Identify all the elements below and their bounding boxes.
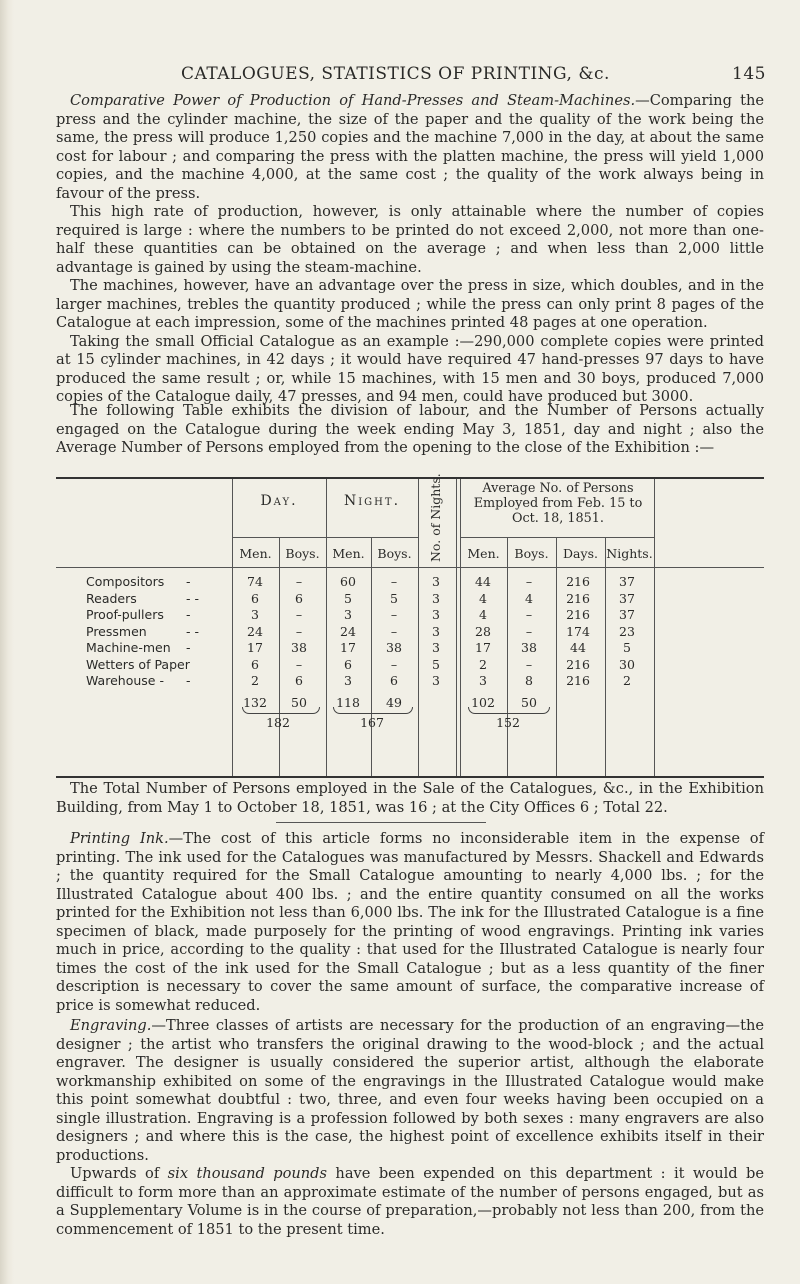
section-divider — [276, 822, 486, 823]
cell-avg-days: 174 — [566, 623, 590, 639]
cell-night-boys: 6 — [390, 673, 398, 688]
cell-night-boys: – — [390, 607, 398, 622]
row-leader-dash: - — [186, 640, 191, 655]
section-engraving — [56, 1017, 764, 1239]
cell-day-men: 6 — [251, 656, 259, 672]
total-avg-boys: 50 — [521, 695, 537, 710]
cell-night-boys: 5 — [390, 590, 398, 606]
cell-avg-boys: 8 — [525, 673, 533, 688]
row-label: Wetters of Paper — [86, 656, 190, 672]
total-note-block — [56, 780, 764, 817]
comparative-power-para-4: Taking the small Official Catalogue as an example :—290,000 complete copies were printed at 15 cylinder machines, in 42 days ; it would have required 47 hand-presses 97 days to have produced the same result ; or, while 15 machines, with 15 men and 30 boys, produced 7,000 copies of the Catalogue daily, 47 presses, and 94 men, could have produced but 3000. — [56, 332, 764, 405]
row-leader-dash: - — [186, 673, 191, 688]
cell-avg-men: 4 — [479, 607, 487, 622]
total-avg-men: 102 — [471, 695, 495, 710]
cell-avg-boys: – — [525, 656, 533, 672]
row-leader-dash: - - — [186, 623, 199, 639]
table-vline — [232, 479, 233, 776]
avg-total-brace — [468, 707, 550, 714]
row-leader-dash: - - — [186, 590, 199, 606]
cell-day-boys: 6 — [295, 590, 303, 606]
night-header: Night. — [343, 493, 401, 509]
table-intro: The following Table exhibits the division of labour, and the Number of Persons actually engaged on the Catalogue during the week ending May 3, 1851, day and night ; also the Average Number of Persons employed from the opening to the close of the Exhibition :— — [56, 402, 764, 456]
engraving-para-2-end: have been expended on this department : it would be difficult to form more than an approximate estimate of the number of persons engaged, but as a Supplementary Volume is in the course of preparation,—probably not less than 200, from the commencement of 1851 to the present time. — [56, 1165, 764, 1238]
cell-day-men: 17 — [247, 640, 263, 655]
cell-avg-boys: 4 — [525, 590, 533, 606]
row-label: Proof-pullers — [86, 607, 164, 622]
nights-count-header: No. of Nights. — [428, 473, 443, 562]
table-vline — [460, 479, 461, 776]
table-intro-block — [56, 402, 764, 458]
book-spine-shadow — [0, 0, 14, 1284]
average-header: Average No. of Persons Employed from Feb. 15 to Oct. 18, 1851. — [473, 481, 643, 526]
subheader-avg-boys: Boys. — [514, 546, 549, 561]
subheader-avg-days: Days. — [563, 546, 598, 561]
table-vline — [605, 538, 606, 776]
table-vline — [456, 479, 457, 776]
row-label: Compositors — [86, 574, 165, 589]
night-total-brace — [333, 707, 413, 714]
table-bottom-rule — [56, 776, 764, 778]
cell-nights: 5 — [432, 656, 440, 672]
running-title: CATALOGUES, STATISTICS OF PRINTING, &c. — [181, 64, 610, 84]
total-day-men: 132 — [243, 695, 267, 710]
subheader-night-men: Men. — [332, 546, 365, 561]
cell-night-men: 17 — [340, 640, 356, 655]
subheader-day-men: Men. — [239, 546, 272, 561]
cell-avg-nights: 37 — [619, 590, 635, 606]
total-night-men: 118 — [336, 695, 360, 710]
day-total-brace — [242, 707, 320, 714]
cell-avg-days: 216 — [566, 590, 590, 606]
cell-night-men: 60 — [340, 574, 356, 589]
grand-total-day: 182 — [266, 715, 290, 730]
cell-night-men: 5 — [344, 590, 352, 606]
cell-day-men: 24 — [247, 623, 263, 639]
table-hline — [232, 537, 418, 538]
section-printing-ink — [56, 830, 764, 1015]
cell-avg-boys: 38 — [521, 640, 537, 655]
cell-avg-nights: 37 — [619, 574, 635, 589]
comparative-power-para-1: —Comparing the press and the cylinder machine, the size of the paper and the quality of the work being the same, the press will produce 1,250 copies and the machine 7,000 in the day, at about the same cost for labour ; and comparing the press with the platten machine, the press will yield 1,000 copies, and the machine 4,000, at the same cost ; the quality of the work always being in favour of the press. — [56, 92, 764, 202]
table-vline — [371, 538, 372, 776]
cell-avg-nights: 5 — [623, 640, 631, 655]
section-comparative-power — [56, 92, 764, 407]
cell-day-men: 6 — [251, 590, 259, 606]
row-label: Warehouse - — [86, 673, 164, 688]
subheader-night-boys: Boys. — [377, 546, 412, 561]
row-label: Readers — [86, 590, 137, 606]
cell-night-boys: – — [390, 656, 398, 672]
cell-avg-men: 17 — [475, 640, 491, 655]
cell-night-men: 3 — [344, 673, 352, 688]
cell-avg-men: 44 — [475, 574, 491, 589]
cell-night-boys: – — [390, 623, 398, 639]
cell-nights: 3 — [432, 590, 440, 606]
page-number: 145 — [732, 64, 766, 84]
cell-nights: 3 — [432, 640, 440, 655]
cell-night-boys: 38 — [386, 640, 402, 655]
table-vline — [654, 479, 655, 776]
cell-day-men: 74 — [247, 574, 263, 589]
cell-avg-days: 44 — [570, 640, 586, 655]
cell-day-boys: 38 — [291, 640, 307, 655]
printing-ink-text: —The cost of this article forms no inconsiderable item in the expense of printing. The ink used for the Catalogues was manufactured by Messrs. Shackell and Edwards ; the quantity required for the Small Catalogue amounting to nearly 4,000 lbs. ; for the Illustrated Catalogue about 400 lbs. ; and the entire quantity consumed on all the works printed for the Exhibition not less than 6,000 lbs. The ink for the Illustrated Catalogue is a fine specimen of black, made purposely for the printing of wood engravings. Printing ink varies much in price, according to the quality : that used for the Illustrated Catalogue is nearly four times the cost of the ink used for the Small Catalogue ; but as a less quantity of the finer description is necessary to cover the same amount of surface, the comparative increase of price is somewhat reduced. — [56, 830, 764, 1014]
subheader-day-boys: Boys. — [285, 546, 320, 561]
cell-nights: 3 — [432, 673, 440, 688]
cell-day-boys: 6 — [295, 673, 303, 688]
cell-day-boys: – — [295, 623, 303, 639]
cell-nights: 3 — [432, 623, 440, 639]
comparative-power-para-3: The machines, however, have an advantage over the press in size, which doubles, and in the larger machines, trebles the quantity produced ; while the press can only print 8 pages of the Catalogue at each impression, some of the machines printed 48 pages at one operation. — [56, 277, 764, 331]
cell-avg-men: 3 — [479, 673, 487, 688]
cell-night-men: 3 — [344, 607, 352, 622]
cell-avg-days: 216 — [566, 673, 590, 688]
cell-avg-men: 28 — [475, 623, 491, 639]
cell-day-boys: – — [295, 656, 303, 672]
table-vline — [326, 479, 327, 776]
row-leader-dash: - — [186, 574, 191, 589]
cell-avg-boys: – — [525, 574, 533, 589]
row-label: Pressmen — [86, 623, 147, 639]
cell-day-boys: – — [295, 574, 303, 589]
grand-total-night: 167 — [360, 715, 384, 730]
engraving-para-2-start: Upwards of — [70, 1165, 168, 1182]
subheader-avg-men: Men. — [467, 546, 500, 561]
comparative-power-heading: Comparative Power of Production of Hand-Presses and Steam-Machines. — [70, 92, 636, 109]
cell-avg-nights: 30 — [619, 656, 635, 672]
table-top-rule — [56, 477, 764, 479]
cell-avg-days: 216 — [566, 574, 590, 589]
cell-night-boys: – — [390, 574, 398, 589]
printing-ink-heading: Printing Ink. — [70, 830, 169, 847]
row-label: Machine-men — [86, 640, 171, 655]
day-header: Day. — [260, 493, 298, 509]
cell-nights: 3 — [432, 607, 440, 622]
cell-night-men: 6 — [344, 656, 352, 672]
table-vline — [507, 538, 508, 776]
subheader-avg-nights: Nights. — [606, 546, 653, 561]
table-vline — [556, 538, 557, 776]
row-leader-dash: - — [186, 607, 191, 622]
cell-day-men: 2 — [251, 673, 259, 688]
cell-avg-days: 216 — [566, 607, 590, 622]
table-hline — [460, 537, 654, 538]
cell-avg-nights: 23 — [619, 623, 635, 639]
engraving-text: —Three classes of artists are necessary for the production of an engraving—the designer ; the artist who transfers the original drawing to the wood-block ; and the actual engraver. The designer is usually considered the superior artist, although the elaborate workmanship exhibited on some of the engravings in the Illustrated Catalogue would make this point somewhat doubtful : two, three, and even four weeks having been occupied on a single illustration. Engraving is a profession followed by both sexes : many engravers are also designers ; and where this is the case, the highest point of excellence exhibits itself in their productions. — [56, 1017, 764, 1164]
engraving-heading: Engraving. — [70, 1017, 152, 1034]
grand-total-avg: 152 — [496, 715, 520, 730]
total-night-boys: 49 — [386, 695, 402, 710]
cell-avg-men: 4 — [479, 590, 487, 606]
cell-night-men: 24 — [340, 623, 356, 639]
cell-day-men: 3 — [251, 607, 259, 622]
cell-day-boys: – — [295, 607, 303, 622]
total-day-boys: 50 — [291, 695, 307, 710]
cell-avg-men: 2 — [479, 656, 487, 672]
cell-avg-nights: 37 — [619, 607, 635, 622]
cell-nights: 3 — [432, 574, 440, 589]
table-hline — [56, 567, 764, 568]
cell-avg-boys: – — [525, 607, 533, 622]
comparative-power-para-2: This high rate of production, however, is only attainable where the number of copies required is large : where the numbers to be printed do not exceed 2,000, not more than one-half these quantities can be obtained on the average ; and when less than 2,000 little advantage is gained by using the steam-machine. — [56, 203, 764, 276]
total-note: The Total Number of Persons employed in the Sale of the Catalogues, &c., in the Exhibition Building, from May 1 to October 18, 1851, was 16 ; at the City Offices 6 ; Total 22. — [56, 780, 764, 816]
cell-avg-boys: – — [525, 623, 533, 639]
engraving-para-2-emph: six thousand pounds — [167, 1165, 328, 1182]
cell-avg-days: 216 — [566, 656, 590, 672]
cell-avg-nights: 2 — [623, 673, 631, 688]
